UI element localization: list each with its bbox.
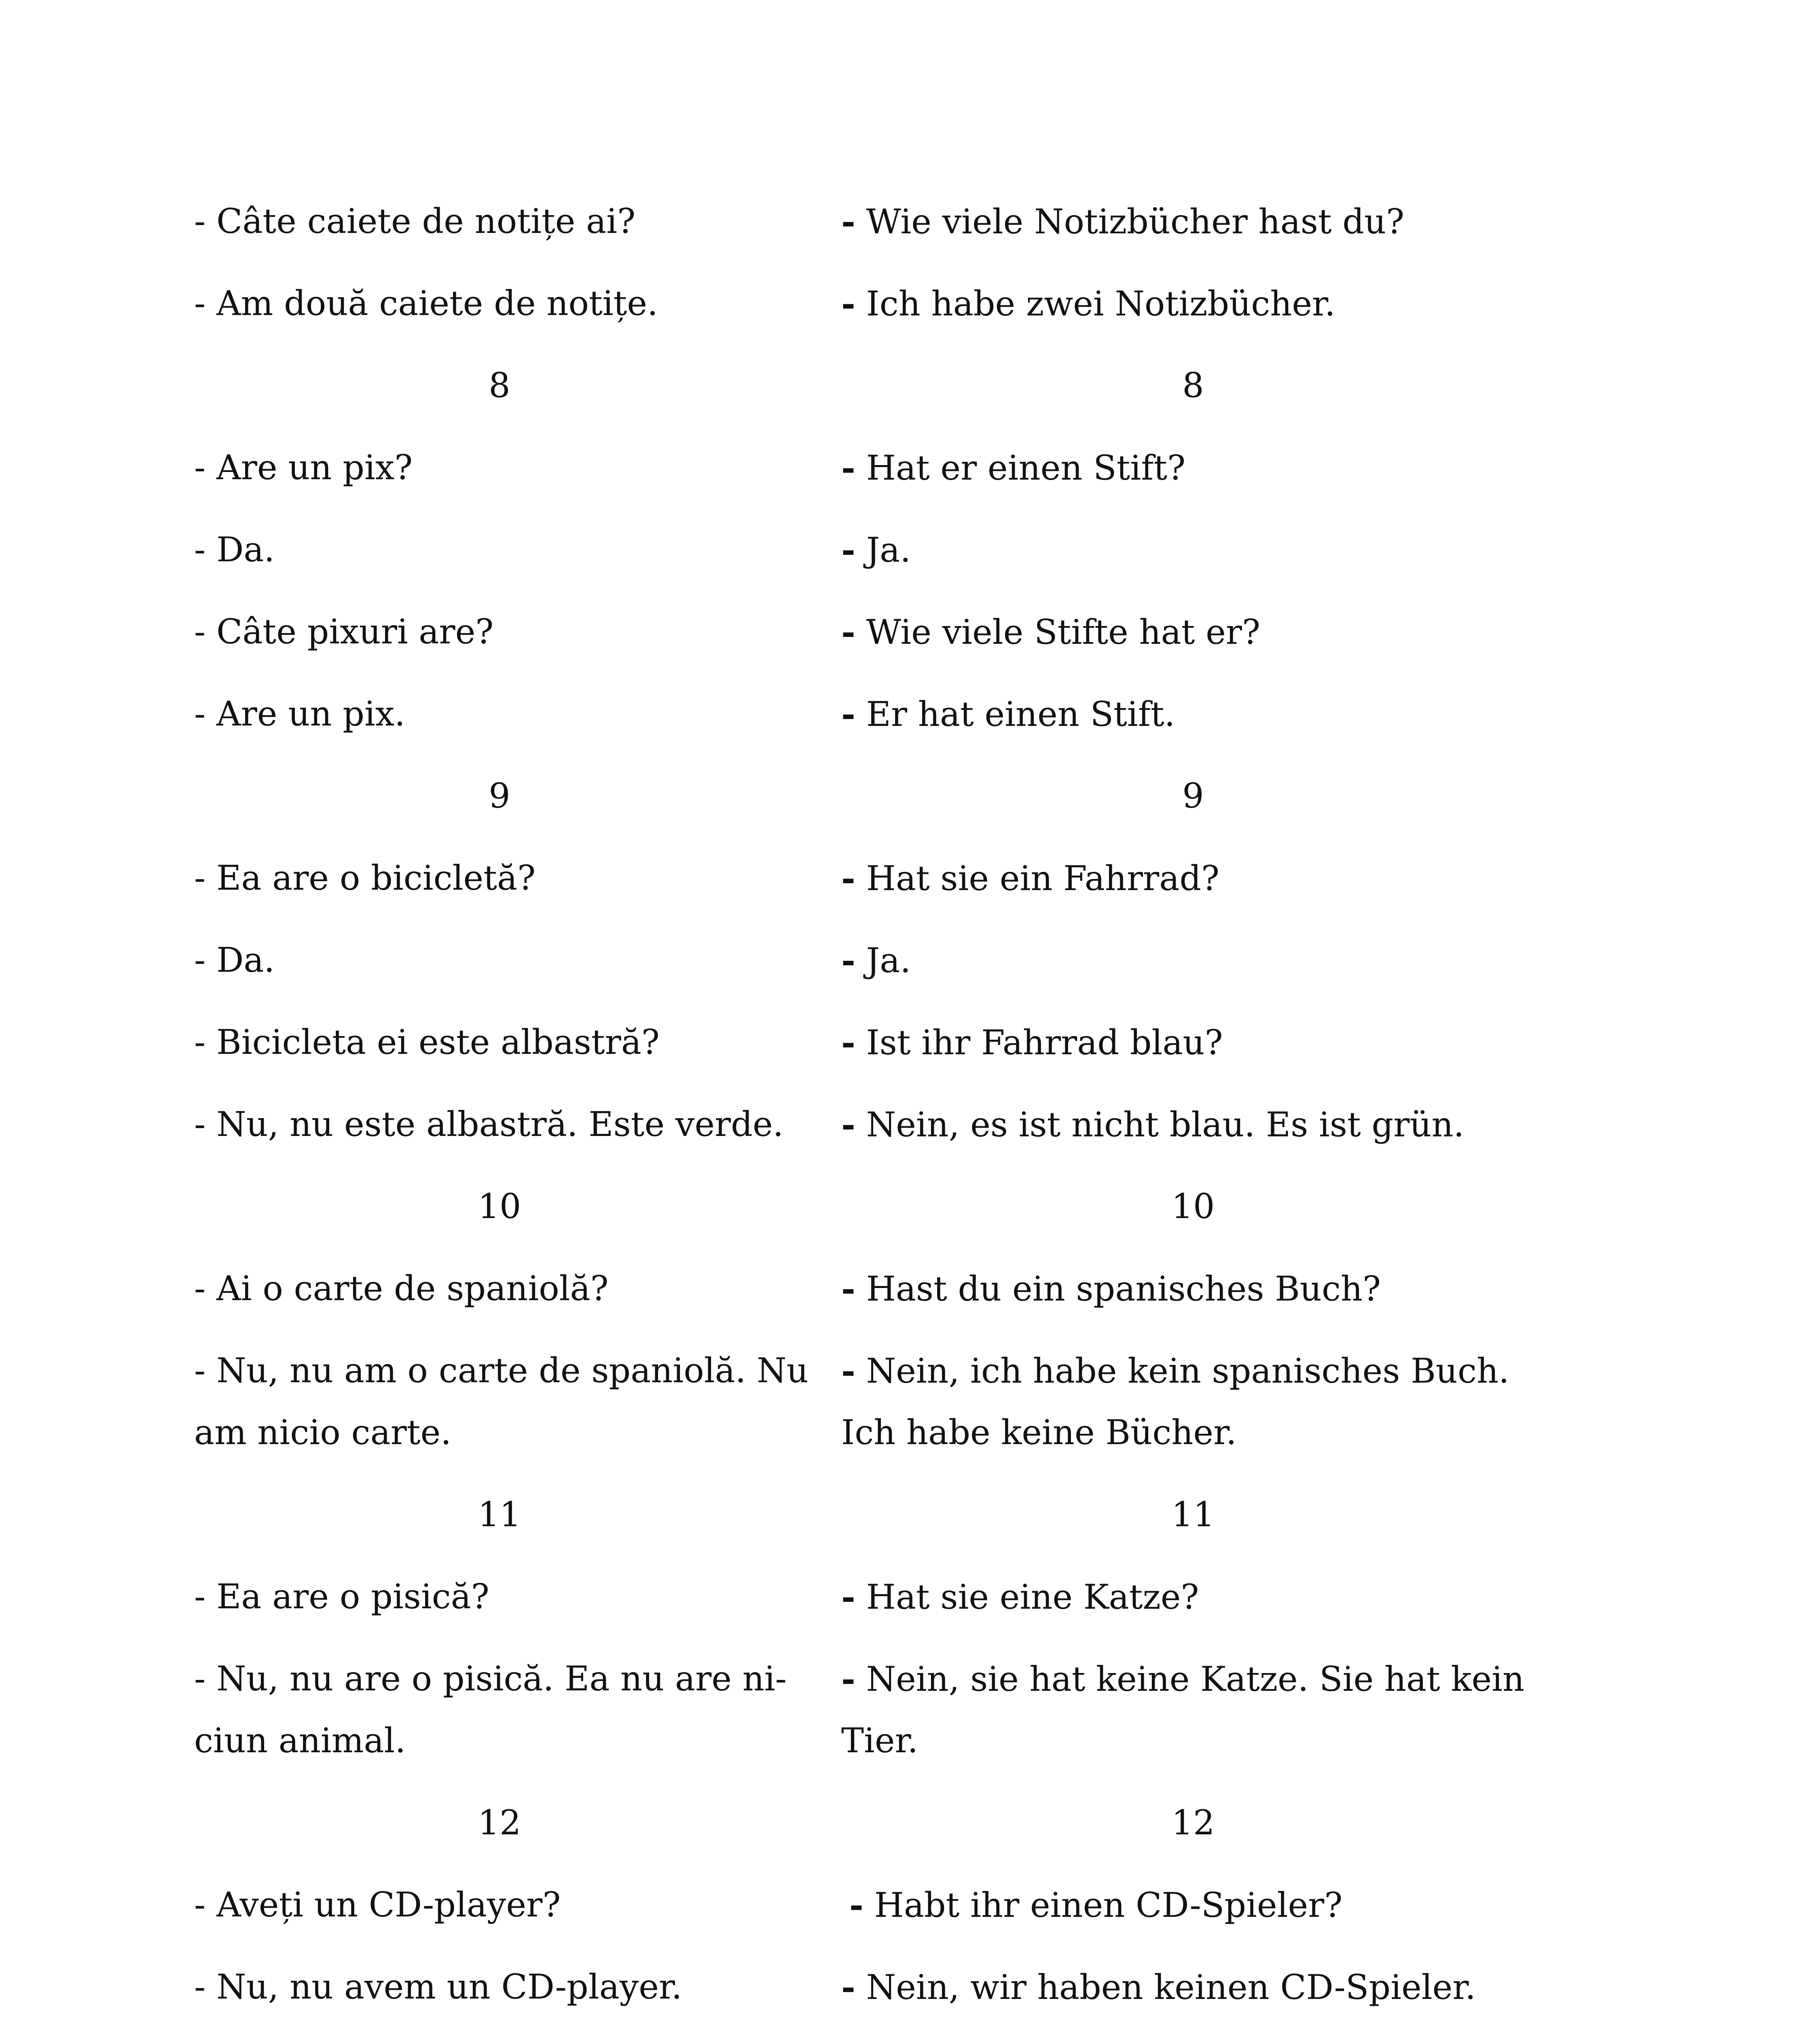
de-line: [841, 518, 911, 582]
section-number: 8: [489, 366, 510, 405]
de-line-text: Ja.: [866, 530, 911, 570]
de-line: [841, 601, 1260, 664]
de-line-text: Habt ihr einen CD-Spieler?: [874, 1885, 1343, 1925]
ro-line: - Are un pix.: [194, 694, 405, 734]
de-line: [841, 1339, 1509, 1402]
de-line-text: Wie viele Stifte hat er?: [866, 612, 1260, 652]
dash: -: [841, 1022, 855, 1062]
de-line-text: Nein, es ist nicht blau. Es ist grün.: [866, 1105, 1464, 1144]
de-line-text: Hat sie ein Fahrrad?: [866, 859, 1220, 898]
dash: -: [841, 530, 855, 570]
section-number: 10: [478, 1187, 521, 1226]
section-number: 12: [1171, 1803, 1215, 1842]
de-line-text: Nein, wir haben keinen CD-Spieler.: [866, 1967, 1476, 2007]
de-line: [841, 436, 1185, 499]
de-line: [841, 1956, 1476, 2019]
de-line: [841, 1011, 1223, 1074]
dash: -: [841, 612, 855, 652]
de-line: [841, 1401, 1237, 1464]
de-line-text: Ja.: [866, 941, 911, 980]
section-number: 12: [478, 1803, 521, 1842]
ro-line: - Nu, nu avem un CD-player.: [194, 1967, 682, 2007]
ro-line: - Da.: [194, 940, 275, 980]
ro-line: - Are un pix?: [194, 448, 413, 487]
ro-line: am nicio carte.: [194, 1413, 452, 1452]
section-number: 11: [478, 1495, 521, 1534]
de-line: [841, 1648, 1524, 1711]
dash: -: [841, 1351, 855, 1391]
de-line-text: Hast du ein spanisches Buch?: [866, 1269, 1381, 1309]
dash: -: [841, 1659, 855, 1699]
ro-line: - Câte pixuri are?: [194, 612, 494, 651]
dash: -: [841, 1269, 855, 1309]
de-line-text: Ich habe keine Bücher.: [841, 1413, 1237, 1452]
de-line: [841, 190, 1404, 253]
section-number: 9: [489, 776, 510, 816]
dash: -: [841, 694, 855, 734]
dash: -: [849, 1885, 863, 1925]
ro-line: - Nu, nu am o carte de spaniolă. Nu: [194, 1351, 808, 1390]
de-line: [841, 683, 1175, 746]
dash: -: [841, 858, 855, 898]
dash: -: [841, 940, 855, 980]
de-line-text: Nein, sie hat keine Katze. Sie hat kein: [866, 1659, 1525, 1699]
de-line: [841, 1093, 1464, 1156]
section-number: 10: [1171, 1187, 1215, 1226]
ro-line: - Câte caiete de notițe ai?: [194, 201, 636, 241]
ro-line: - Am două caiete de notițe.: [194, 283, 658, 323]
de-line: [849, 1874, 1342, 1937]
section-number: 11: [1171, 1495, 1215, 1534]
de-line: [841, 847, 1219, 910]
ro-line: - Bicicleta ei este albastră?: [194, 1022, 660, 1062]
dash: -: [841, 448, 855, 488]
dash: -: [841, 1577, 855, 1617]
de-line: [841, 1565, 1199, 1629]
ro-line: - Da.: [194, 530, 275, 569]
section-number: 8: [1182, 366, 1204, 405]
ro-line: - Nu, nu are o pisică. Ea nu are ni-: [194, 1659, 787, 1698]
section-number: 9: [1182, 776, 1204, 816]
dash: -: [841, 1967, 855, 2007]
de-line: [841, 1257, 1381, 1320]
ro-line: ciun animal.: [194, 1721, 406, 1760]
dash: -: [841, 1104, 855, 1144]
ro-line: - Aveți un CD-player?: [194, 1885, 561, 1925]
de-line: [841, 929, 911, 992]
de-line: [841, 272, 1335, 335]
de-line: [841, 1709, 918, 1772]
de-line-text: Ich habe zwei Notizbücher.: [866, 284, 1335, 324]
de-line-text: Nein, ich habe kein spanisches Buch.: [866, 1351, 1509, 1391]
ro-line: - Ai o carte de spaniolă?: [194, 1269, 609, 1308]
de-line-text: Wie viele Notizbücher hast du?: [866, 202, 1405, 241]
ro-line: - Ea are o pisică?: [194, 1577, 489, 1616]
dash: -: [841, 201, 855, 241]
de-line-text: Hat sie eine Katze?: [866, 1577, 1199, 1617]
dash: -: [841, 283, 855, 324]
de-line-text: Tier.: [841, 1721, 918, 1760]
ro-line: - Nu, nu este albastră. Este verde.: [194, 1104, 784, 1144]
ro-line: - Ea are o bicicletă?: [194, 858, 536, 898]
de-line-text: Ist ihr Fahrrad blau?: [866, 1023, 1223, 1062]
de-line-text: Er hat einen Stift.: [866, 694, 1175, 734]
de-line-text: Hat er einen Stift?: [866, 448, 1186, 488]
